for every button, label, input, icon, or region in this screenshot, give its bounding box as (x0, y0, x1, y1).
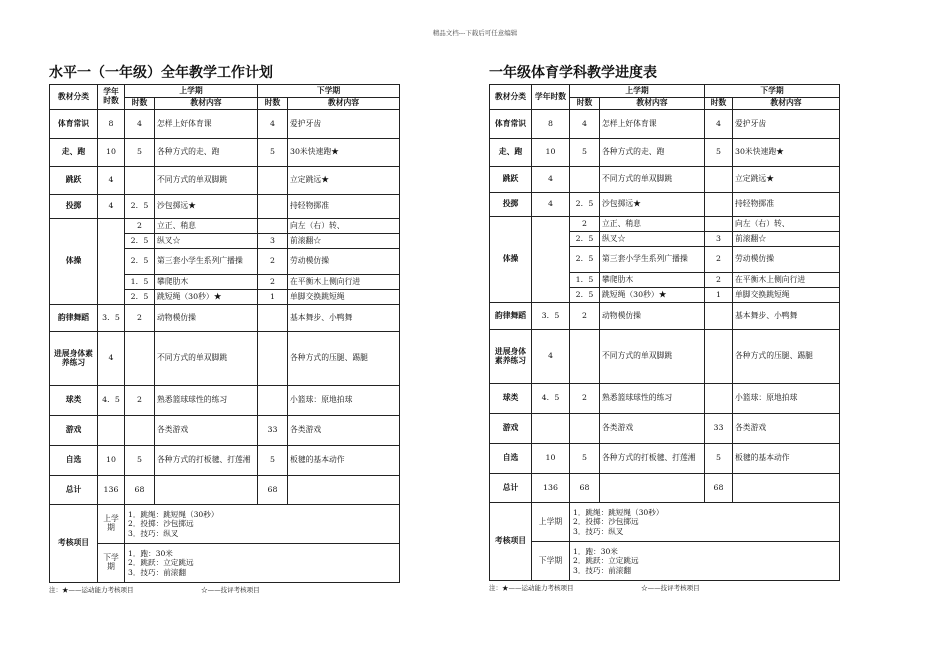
category-cell: 球类 (50, 386, 98, 416)
table-row (490, 474, 840, 503)
term1-content-cell: 攀爬肋木 (600, 273, 705, 288)
term1-content-cell: 沙包掷远★ (155, 195, 258, 219)
term2-hours-cell (258, 305, 288, 332)
assessment-item: 3．技巧：纵叉 (573, 526, 624, 536)
header-hours: 时数 (705, 98, 733, 110)
year-hours-cell: 4 (98, 195, 125, 219)
term1-hours-cell: 68 (570, 474, 600, 503)
term1-hours-cell: 2．5 (570, 247, 600, 273)
term2-content-cell: 前滚翻☆ (733, 232, 840, 247)
term1-hours-cell: 1．5 (570, 273, 600, 288)
year-hours-cell: 10 (98, 446, 125, 476)
term2-content-cell: 爱护牙齿 (288, 110, 400, 139)
term1-hours-cell: 2 (125, 219, 155, 234)
footnote (49, 585, 399, 594)
term2-hours-cell: 4 (258, 110, 288, 139)
assessment-item: 3．技巧：前滚翻 (573, 565, 631, 575)
assessment-item: 1．跑：30米 (128, 549, 173, 559)
term2-content-cell: 板毽的基本动作 (288, 446, 400, 476)
category-cell: 走、跑 (50, 139, 98, 167)
term2-hours-cell: 5 (258, 446, 288, 476)
term1-content-cell: 各类游戏 (600, 414, 705, 444)
term1-content-cell: 跳短绳（30秒）★ (600, 288, 705, 303)
term2-content-cell: 基本舞步、小鸭舞 (733, 303, 840, 330)
footnote-hollow-star: ☆——技评考核项目 (641, 584, 700, 592)
term1-content-cell: 不同方式的单双脚跳 (600, 330, 705, 384)
term2-content-cell: 单脚交换跳短绳 (733, 288, 840, 303)
assessment-item: 2．跳跃：立定跳远 (573, 556, 639, 566)
year-hours-cell: 136 (532, 474, 570, 503)
term1-content-cell: 不同方式的单双脚跳 (155, 167, 258, 195)
header-material: 教材分类 (490, 85, 532, 110)
term2-content-cell: 立定跳远★ (288, 167, 400, 195)
right-panel (489, 62, 839, 592)
header-term2: 下学期 (258, 85, 400, 98)
assessment-category-cell: 考核项目 (50, 505, 98, 583)
term1-hours-cell (570, 330, 600, 384)
year-hours-cell (532, 217, 570, 303)
term1-hours-cell: 2 (125, 386, 155, 416)
left-plan-table (49, 84, 400, 583)
year-hours-cell: 4．5 (98, 386, 125, 416)
table-header-row (490, 85, 840, 98)
term1-hours-cell: 2 (125, 305, 155, 332)
assessment-term2-items (570, 542, 840, 581)
year-hours-cell: 4 (532, 193, 570, 217)
term1-hours-cell (570, 414, 600, 444)
year-hours-cell: 10 (98, 139, 125, 167)
assessment-row (50, 505, 400, 544)
table-row (490, 167, 840, 193)
term1-hours-cell: 5 (570, 139, 600, 167)
category-cell: 走、跑 (490, 139, 532, 167)
term1-hours-cell (125, 332, 155, 386)
term1-hours-cell (125, 416, 155, 446)
term1-content-cell: 各种方式的走、跑 (600, 139, 705, 167)
header-content: 教材内容 (288, 98, 400, 110)
table-row (50, 416, 400, 446)
year-hours-cell: 4 (532, 330, 570, 384)
assessment-term2-label: 下学期 (98, 544, 125, 583)
year-hours-cell: 10 (532, 139, 570, 167)
table-row (50, 167, 400, 195)
assessment-term2-items (125, 544, 400, 583)
term1-content-cell: 第三套小学生系列广播操 (600, 247, 705, 273)
term2-content-cell: 爱护牙齿 (733, 110, 840, 139)
category-cell: 游戏 (490, 414, 532, 444)
term2-hours-cell (258, 219, 288, 234)
year-hours-cell: 136 (98, 476, 125, 505)
term2-content-cell: 持轻物掷准 (733, 193, 840, 217)
table-row (50, 305, 400, 332)
term2-hours-cell (258, 167, 288, 195)
table-row (490, 414, 840, 444)
term1-hours-cell: 2 (570, 303, 600, 330)
term2-content-cell: 持轻物掷准 (288, 195, 400, 219)
header-content: 教材内容 (600, 98, 705, 110)
term1-hours-cell: 2．5 (125, 234, 155, 249)
table-row (50, 386, 400, 416)
year-hours-cell: 10 (532, 444, 570, 474)
table-row (50, 195, 400, 219)
term2-content-cell: 基本舞步、小鸭舞 (288, 305, 400, 332)
term2-content-cell: 劳动模仿操 (733, 247, 840, 273)
term1-hours-cell: 1．5 (125, 275, 155, 290)
term2-hours-cell (705, 217, 733, 232)
term1-hours-cell: 2．5 (125, 249, 155, 275)
term2-hours-cell (258, 386, 288, 416)
table-row (490, 217, 840, 232)
table-row (490, 139, 840, 167)
term2-content-cell: 劳动模仿操 (288, 249, 400, 275)
term2-hours-cell (705, 330, 733, 384)
table-row (490, 303, 840, 330)
term2-content-cell: 各类游戏 (288, 416, 400, 446)
assessment-term1-label: 上学期 (98, 505, 125, 544)
term2-hours-cell: 4 (705, 110, 733, 139)
category-cell: 体操 (490, 217, 532, 303)
term1-hours-cell: 5 (125, 139, 155, 167)
assessment-term1-label: 上学期 (532, 503, 570, 542)
term2-hours-cell: 3 (705, 232, 733, 247)
header-term1: 上学期 (125, 85, 258, 98)
category-cell: 游戏 (50, 416, 98, 446)
term1-content-cell (600, 474, 705, 503)
term2-hours-cell (705, 193, 733, 217)
term2-content-cell (288, 476, 400, 505)
assessment-item: 2．投掷：沙包掷远 (128, 519, 194, 529)
table-row (490, 444, 840, 474)
term2-content-cell: 向左（右）转、 (733, 217, 840, 232)
term2-content-cell: 在平衡木上侧向行进 (288, 275, 400, 290)
year-hours-cell: 4 (98, 332, 125, 386)
term2-hours-cell: 68 (258, 476, 288, 505)
term1-content-cell: 动物模仿操 (155, 305, 258, 332)
header-hours: 时数 (125, 98, 155, 110)
term2-hours-cell: 3 (258, 234, 288, 249)
category-cell: 球类 (490, 384, 532, 414)
footnote (489, 583, 839, 592)
term2-hours-cell: 2 (705, 273, 733, 288)
term1-content-cell: 熟悉篮球球性的练习 (600, 384, 705, 414)
left-panel (49, 62, 399, 594)
term1-hours-cell: 2．5 (570, 193, 600, 217)
term1-content-cell: 立正、稍息 (155, 219, 258, 234)
category-cell: 总计 (490, 474, 532, 503)
category-cell: 投掷 (490, 193, 532, 217)
year-hours-cell (98, 219, 125, 305)
category-cell: 体育常识 (50, 110, 98, 139)
term1-hours-cell: 4 (125, 110, 155, 139)
term1-hours-cell: 5 (570, 444, 600, 474)
term1-hours-cell: 2．5 (570, 232, 600, 247)
year-hours-cell: 4 (532, 167, 570, 193)
term2-content-cell: 各类游戏 (733, 414, 840, 444)
category-cell: 总计 (50, 476, 98, 505)
assessment-row (490, 503, 840, 542)
year-hours-cell: 4．5 (532, 384, 570, 414)
assessment-item: 3．技巧：纵叉 (128, 528, 179, 538)
header-year-hours: 学年时数 (532, 85, 570, 110)
term1-hours-cell (570, 167, 600, 193)
term1-content-cell: 沙包掷远★ (600, 193, 705, 217)
term2-content-cell: 30米快速跑★ (288, 139, 400, 167)
table-row (490, 110, 840, 139)
term1-hours-cell: 68 (125, 476, 155, 505)
assessment-item: 2．投掷：沙包掷远 (573, 517, 639, 527)
assessment-item: 2．跳跃：立定跳远 (128, 558, 194, 568)
table-row (490, 330, 840, 384)
term2-hours-cell: 5 (705, 139, 733, 167)
right-progress-table (489, 84, 840, 581)
term2-hours-cell: 5 (705, 444, 733, 474)
term2-content-cell: 立定跳远★ (733, 167, 840, 193)
term1-content-cell: 立正、稍息 (600, 217, 705, 232)
header-hours: 时数 (570, 98, 600, 110)
category-cell: 自选 (50, 446, 98, 476)
header-hours: 时数 (258, 98, 288, 110)
term1-content-cell: 跳短绳（30秒）★ (155, 290, 258, 305)
header-term2: 下学期 (705, 85, 840, 98)
term2-hours-cell: 5 (258, 139, 288, 167)
assessment-item: 1．跳绳：跳短绳（30秒） (128, 510, 219, 520)
term2-hours-cell (705, 167, 733, 193)
term1-hours-cell (125, 167, 155, 195)
assessment-category-cell: 考核项目 (490, 503, 532, 581)
term2-content-cell: 前滚翻☆ (288, 234, 400, 249)
term1-content-cell: 攀爬肋木 (155, 275, 258, 290)
category-cell: 韵律舞蹈 (490, 303, 532, 330)
year-hours-cell: 3．5 (532, 303, 570, 330)
term1-content-cell: 各种方式的走、跑 (155, 139, 258, 167)
footnote-hollow-star: ☆——技评考核项目 (201, 586, 260, 594)
term2-hours-cell (705, 303, 733, 330)
header-term1: 上学期 (570, 85, 705, 98)
term1-hours-cell: 2．5 (570, 288, 600, 303)
assessment-row (50, 544, 400, 583)
term2-hours-cell: 2 (258, 275, 288, 290)
term2-content-cell: 单脚交换跳短绳 (288, 290, 400, 305)
assessment-term1-items (570, 503, 840, 542)
term1-hours-cell: 2 (570, 384, 600, 414)
year-hours-cell (98, 416, 125, 446)
term1-hours-cell: 4 (570, 110, 600, 139)
table-row (490, 384, 840, 414)
term1-hours-cell: 5 (125, 446, 155, 476)
table-header-row (50, 85, 400, 98)
term2-hours-cell: 2 (258, 249, 288, 275)
footnote-star: 注：★——运动能力考核项目 (489, 584, 574, 592)
assessment-item: 1．跳绳：跳短绳（30秒） (573, 508, 664, 518)
year-hours-cell: 3．5 (98, 305, 125, 332)
term1-content-cell: 各种方式的打板毽、打莲湘 (155, 446, 258, 476)
term2-hours-cell: 1 (258, 290, 288, 305)
term2-hours-cell: 1 (705, 288, 733, 303)
assessment-row (490, 542, 840, 581)
year-hours-cell (532, 414, 570, 444)
table-row (50, 446, 400, 476)
term2-content-cell: 板毽的基本动作 (733, 444, 840, 474)
footnote-star: 注：★——运动能力考核项目 (49, 586, 134, 594)
term1-content-cell: 不同方式的单双脚跳 (155, 332, 258, 386)
term1-hours-cell: 2．5 (125, 195, 155, 219)
term1-content-cell (155, 476, 258, 505)
term1-content-cell: 熟悉篮球球性的练习 (155, 386, 258, 416)
table-row (50, 110, 400, 139)
category-cell: 进展身体素养练习 (490, 330, 532, 384)
assessment-term2-label: 下学期 (532, 542, 570, 581)
term1-content-cell: 纵叉☆ (600, 232, 705, 247)
term1-hours-cell: 2 (570, 217, 600, 232)
category-cell: 投掷 (50, 195, 98, 219)
term1-hours-cell: 2．5 (125, 290, 155, 305)
assessment-item: 1．跑：30米 (573, 547, 618, 557)
header-note: 精品文档---下载后可任意编辑 (432, 29, 518, 37)
year-hours-cell: 8 (98, 110, 125, 139)
term1-content-cell: 动物模仿操 (600, 303, 705, 330)
category-cell: 自选 (490, 444, 532, 474)
category-cell: 韵律舞蹈 (50, 305, 98, 332)
table-row (50, 139, 400, 167)
term2-content-cell: 30米快速跑★ (733, 139, 840, 167)
term2-content-cell: 各种方式的压腿、踢腿 (733, 330, 840, 384)
term1-content-cell: 怎样上好体育课 (155, 110, 258, 139)
term2-content-cell: 各种方式的压腿、踢腿 (288, 332, 400, 386)
term2-content-cell: 小篮球：原地拍球 (733, 384, 840, 414)
term2-content-cell (733, 474, 840, 503)
term2-hours-cell (258, 332, 288, 386)
right-title: 一年级体育学科教学进度表 (489, 65, 657, 81)
category-cell: 体育常识 (490, 110, 532, 139)
category-cell: 进展身体素养练习 (50, 332, 98, 386)
table-row (50, 219, 400, 234)
term2-hours-cell (258, 195, 288, 219)
term2-hours-cell: 33 (258, 416, 288, 446)
table-row (50, 476, 400, 505)
header-content: 教材内容 (155, 98, 258, 110)
header-year-hours: 学年时数 (98, 85, 125, 110)
term1-content-cell: 第三套小学生系列广播操 (155, 249, 258, 275)
term2-hours-cell (705, 384, 733, 414)
header-material: 教材分类 (50, 85, 98, 110)
term2-content-cell: 向左（右）转、 (288, 219, 400, 234)
table-row (490, 193, 840, 217)
term2-content-cell: 在平衡木上侧向行进 (733, 273, 840, 288)
term2-hours-cell: 68 (705, 474, 733, 503)
assessment-item: 3．技巧：前滚翻 (128, 567, 186, 577)
assessment-term1-items (125, 505, 400, 544)
table-row (50, 332, 400, 386)
category-cell: 体操 (50, 219, 98, 305)
term2-hours-cell: 33 (705, 414, 733, 444)
term1-content-cell: 各种方式的打板毽、打莲湘 (600, 444, 705, 474)
category-cell: 跳跃 (490, 167, 532, 193)
left-title: 水平一（一年级）全年教学工作计划 (49, 65, 273, 81)
category-cell: 跳跃 (50, 167, 98, 195)
term1-content-cell: 怎样上好体育课 (600, 110, 705, 139)
term1-content-cell: 纵叉☆ (155, 234, 258, 249)
year-hours-cell: 4 (98, 167, 125, 195)
term2-hours-cell: 2 (705, 247, 733, 273)
header-content: 教材内容 (733, 98, 840, 110)
year-hours-cell: 8 (532, 110, 570, 139)
term1-content-cell: 各类游戏 (155, 416, 258, 446)
term2-content-cell: 小篮球：原地拍球 (288, 386, 400, 416)
term1-content-cell: 不同方式的单双脚跳 (600, 167, 705, 193)
